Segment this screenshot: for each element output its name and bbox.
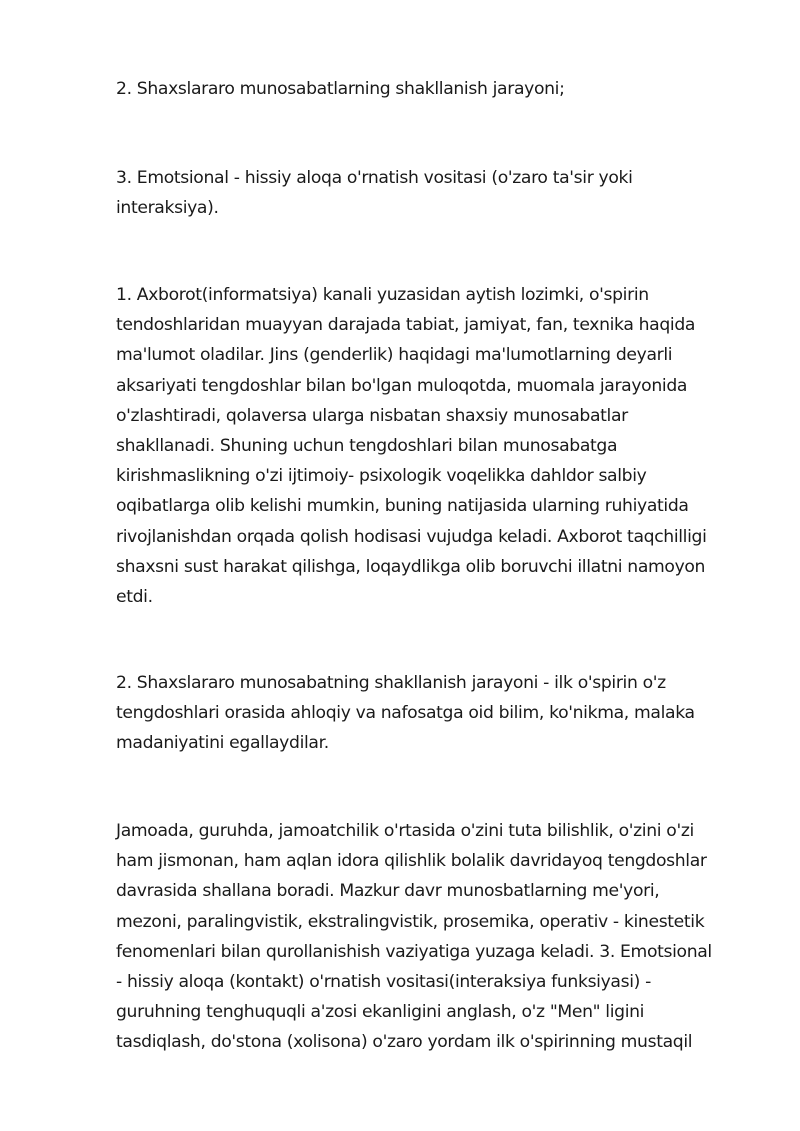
text-line: madaniyatini egallaydilar. [116, 733, 329, 754]
paragraph-2 [116, 163, 746, 223]
text-line: tasdiqlash, do'stona (xolisona) o'zaro yordam ilk o'spirinning mustaqil [116, 1032, 693, 1053]
text-line: 2. Shaxslararo munosabatning shakllanish jarayoni - ilk o'spirin o'z [116, 673, 666, 693]
text-line: - hissiy aloqa (kontakt) o'rnatish vositasi(interaksiya funksiyasi) - [116, 972, 651, 993]
text-line: oqibatlarga olib kelishi mumkin, buning natijasida ularning ruhiyatida [116, 496, 689, 517]
text-line: mezoni, paralingvistik, ekstralingvistik, prosemika, operativ - kinestetik [116, 911, 705, 932]
text-line: kirishmaslikning o'zi ijtimoiy- psixologik voqelikka dahldor salbiy [116, 466, 647, 487]
paragraph-1 [116, 74, 746, 104]
text-line: Jamoada, guruhda, jamoatchilik o'rtasida o'zini tuta bilishlik, o'zini o'zi [116, 821, 694, 841]
text-line: ma'lumot oladilar. Jins (genderlik) haqidagi ma'lumotlarning deyarli [116, 345, 673, 366]
text-line: tendoshlaridan muayyan darajada tabiat, jamiyat, fan, texnika haqida [116, 315, 696, 336]
paragraph-3 [116, 280, 746, 612]
text-line: ham jismonan, ham aqlan idora qilishlik bolalik davridayoq tengdoshlar [116, 851, 707, 872]
text-line: 1. Axborot(informatsiya) kanali yuzasidan aytish lozimki, o'spirin [116, 285, 649, 305]
text-line: guruhning tenghuquqli a'zosi ekanligini anglash, o'z "Men" ligini [116, 1002, 645, 1023]
text-line: aksariyati tengdoshlar bilan bo'lgan muloqotda, muomala jarayonida [116, 375, 688, 396]
text-line: 3. Emotsional - hissiy aloqa o'rnatish vositasi (o'zaro ta'sir yoki [116, 168, 633, 188]
paragraph-4 [116, 668, 746, 759]
text-line: rivojlanishdan orqada qolish hodisasi vujudga keladi. Axborot taqchilligi [116, 526, 707, 547]
text-line: shakllanadi. Shuning uchun tengdoshlari bilan munosabatga [116, 436, 618, 457]
text-line: shaxsni sust harakat qilishga, loqaydlikga olib boruvchi illatni namoyon [116, 556, 706, 577]
text-line: fenomenlari bilan qurollanishish vaziyatiga yuzaga keladi. 3. Emotsional [116, 941, 712, 962]
text-line: etdi. [116, 587, 153, 608]
text-line: davrasida shallana boradi. Mazkur davr munosbatlarning me'yori, [116, 881, 660, 902]
paragraph-5 [116, 816, 746, 1058]
text-line: interaksiya). [116, 198, 219, 219]
text-line: o'zlashtiradi, qolaversa ularga nisbatan shaxsiy munosabatlar [116, 405, 628, 426]
text-line: tengdoshlari orasida ahloqiy va nafosatga oid bilim, ko'nikma, malaka [116, 703, 695, 724]
text-line: 2. Shaxslararo munosabatlarning shakllanish jarayoni; [116, 79, 565, 99]
